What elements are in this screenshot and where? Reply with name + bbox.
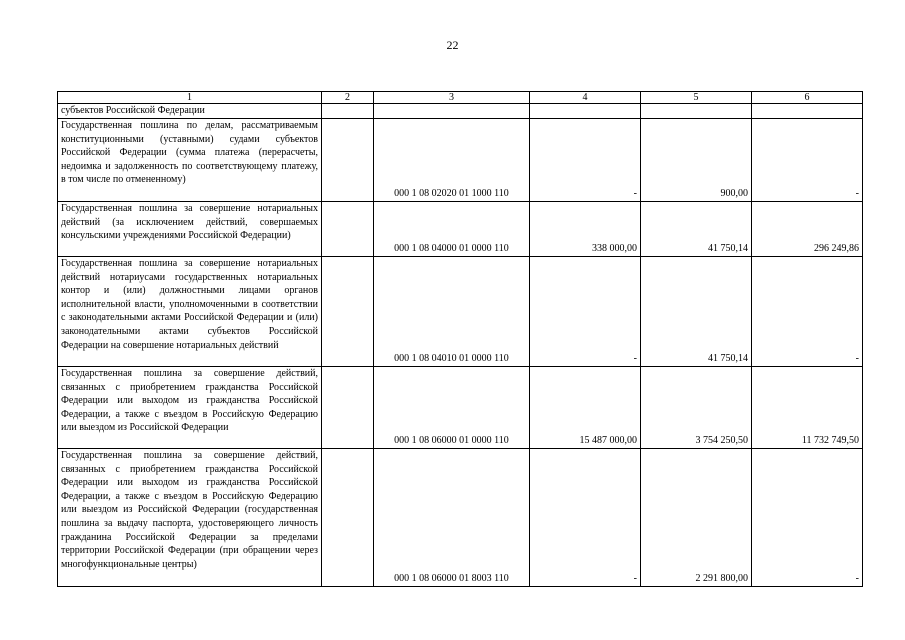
row-rest: 296 249,86 [752,202,863,257]
table-row [58,202,863,257]
row-empty-cell [322,367,374,449]
column-header: 5 [641,92,752,104]
row-exec [641,104,752,119]
revenue-table [57,91,863,587]
row-name: Государственная пошлина за совершение нотариальных действий нотариусами государственных нотариальных контор и (или) должностными лицами органов исполнительной власти, уполномоченными в соответствии с законодательными актами Российской Федерации и (или) законодательными актами субъектов Российской Федерации на совершение нотариальных действий [58,257,322,367]
row-name: Государственная пошлина по делам, рассматриваемым конституционными (уставными) судами субъектов Российской Федерации (сумма платежа (перерасчеты, недоимка и задолженность по соответствующему платежу, в том числе по отмененному) [58,119,322,202]
row-plan: - [530,257,641,367]
row-exec: 900,00 [641,119,752,202]
row-exec: 41 750,14 [641,257,752,367]
row-plan: 338 000,00 [530,202,641,257]
row-code: 000 1 08 04010 01 0000 110 [374,257,530,367]
table-row [58,257,863,367]
column-header: 4 [530,92,641,104]
row-empty-cell [322,119,374,202]
table-row [58,119,863,202]
row-empty-cell [322,104,374,119]
row-plan: - [530,119,641,202]
row-code: 000 1 08 04000 01 0000 110 [374,202,530,257]
row-name: субъектов Российской Федерации [58,104,322,119]
table-row [58,104,863,119]
table-header-row [58,92,863,104]
table-row [58,449,863,587]
row-rest: - [752,119,863,202]
row-exec: 41 750,14 [641,202,752,257]
row-rest: 11 732 749,50 [752,367,863,449]
row-code: 000 1 08 06000 01 8003 110 [374,449,530,587]
row-plan: - [530,449,641,587]
row-code [374,104,530,119]
row-plan [530,104,641,119]
row-empty-cell [322,202,374,257]
row-rest: - [752,257,863,367]
table-row [58,367,863,449]
row-code: 000 1 08 06000 01 0000 110 [374,367,530,449]
row-name: Государственная пошлина за совершение нотариальных действий (за исключением действий, совершаемых консульскими учреждениями Российской Федерации) [58,202,322,257]
column-header: 1 [58,92,322,104]
row-empty-cell [322,449,374,587]
row-code: 000 1 08 02020 01 1000 110 [374,119,530,202]
column-header: 2 [322,92,374,104]
row-rest [752,104,863,119]
row-plan: 15 487 000,00 [530,367,641,449]
row-name: Государственная пошлина за совершение действий, связанных с приобретением гражданства Российской Федерации или выходом из гражданства Российской Федерации, а также с въездом в Российскую Федерацию или выездом из Российской Федерации (государственная пошлина за выдачу паспорта, удостоверяющего личность гражданина Российской Федерации за пределами территории Российской Федерации (при обращении через многофункциональные центры) [58,449,322,587]
row-exec: 3 754 250,50 [641,367,752,449]
row-rest: - [752,449,863,587]
row-name: Государственная пошлина за совершение действий, связанных с приобретением гражданства Российской Федерации или выходом из гражданства Российской Федерации, а также с въездом в Российскую Федерацию или выездом из Российской Федерации [58,367,322,449]
row-empty-cell [322,257,374,367]
page-number: 22 [446,38,459,52]
column-header: 6 [752,92,863,104]
column-header: 3 [374,92,530,104]
row-exec: 2 291 800,00 [641,449,752,587]
